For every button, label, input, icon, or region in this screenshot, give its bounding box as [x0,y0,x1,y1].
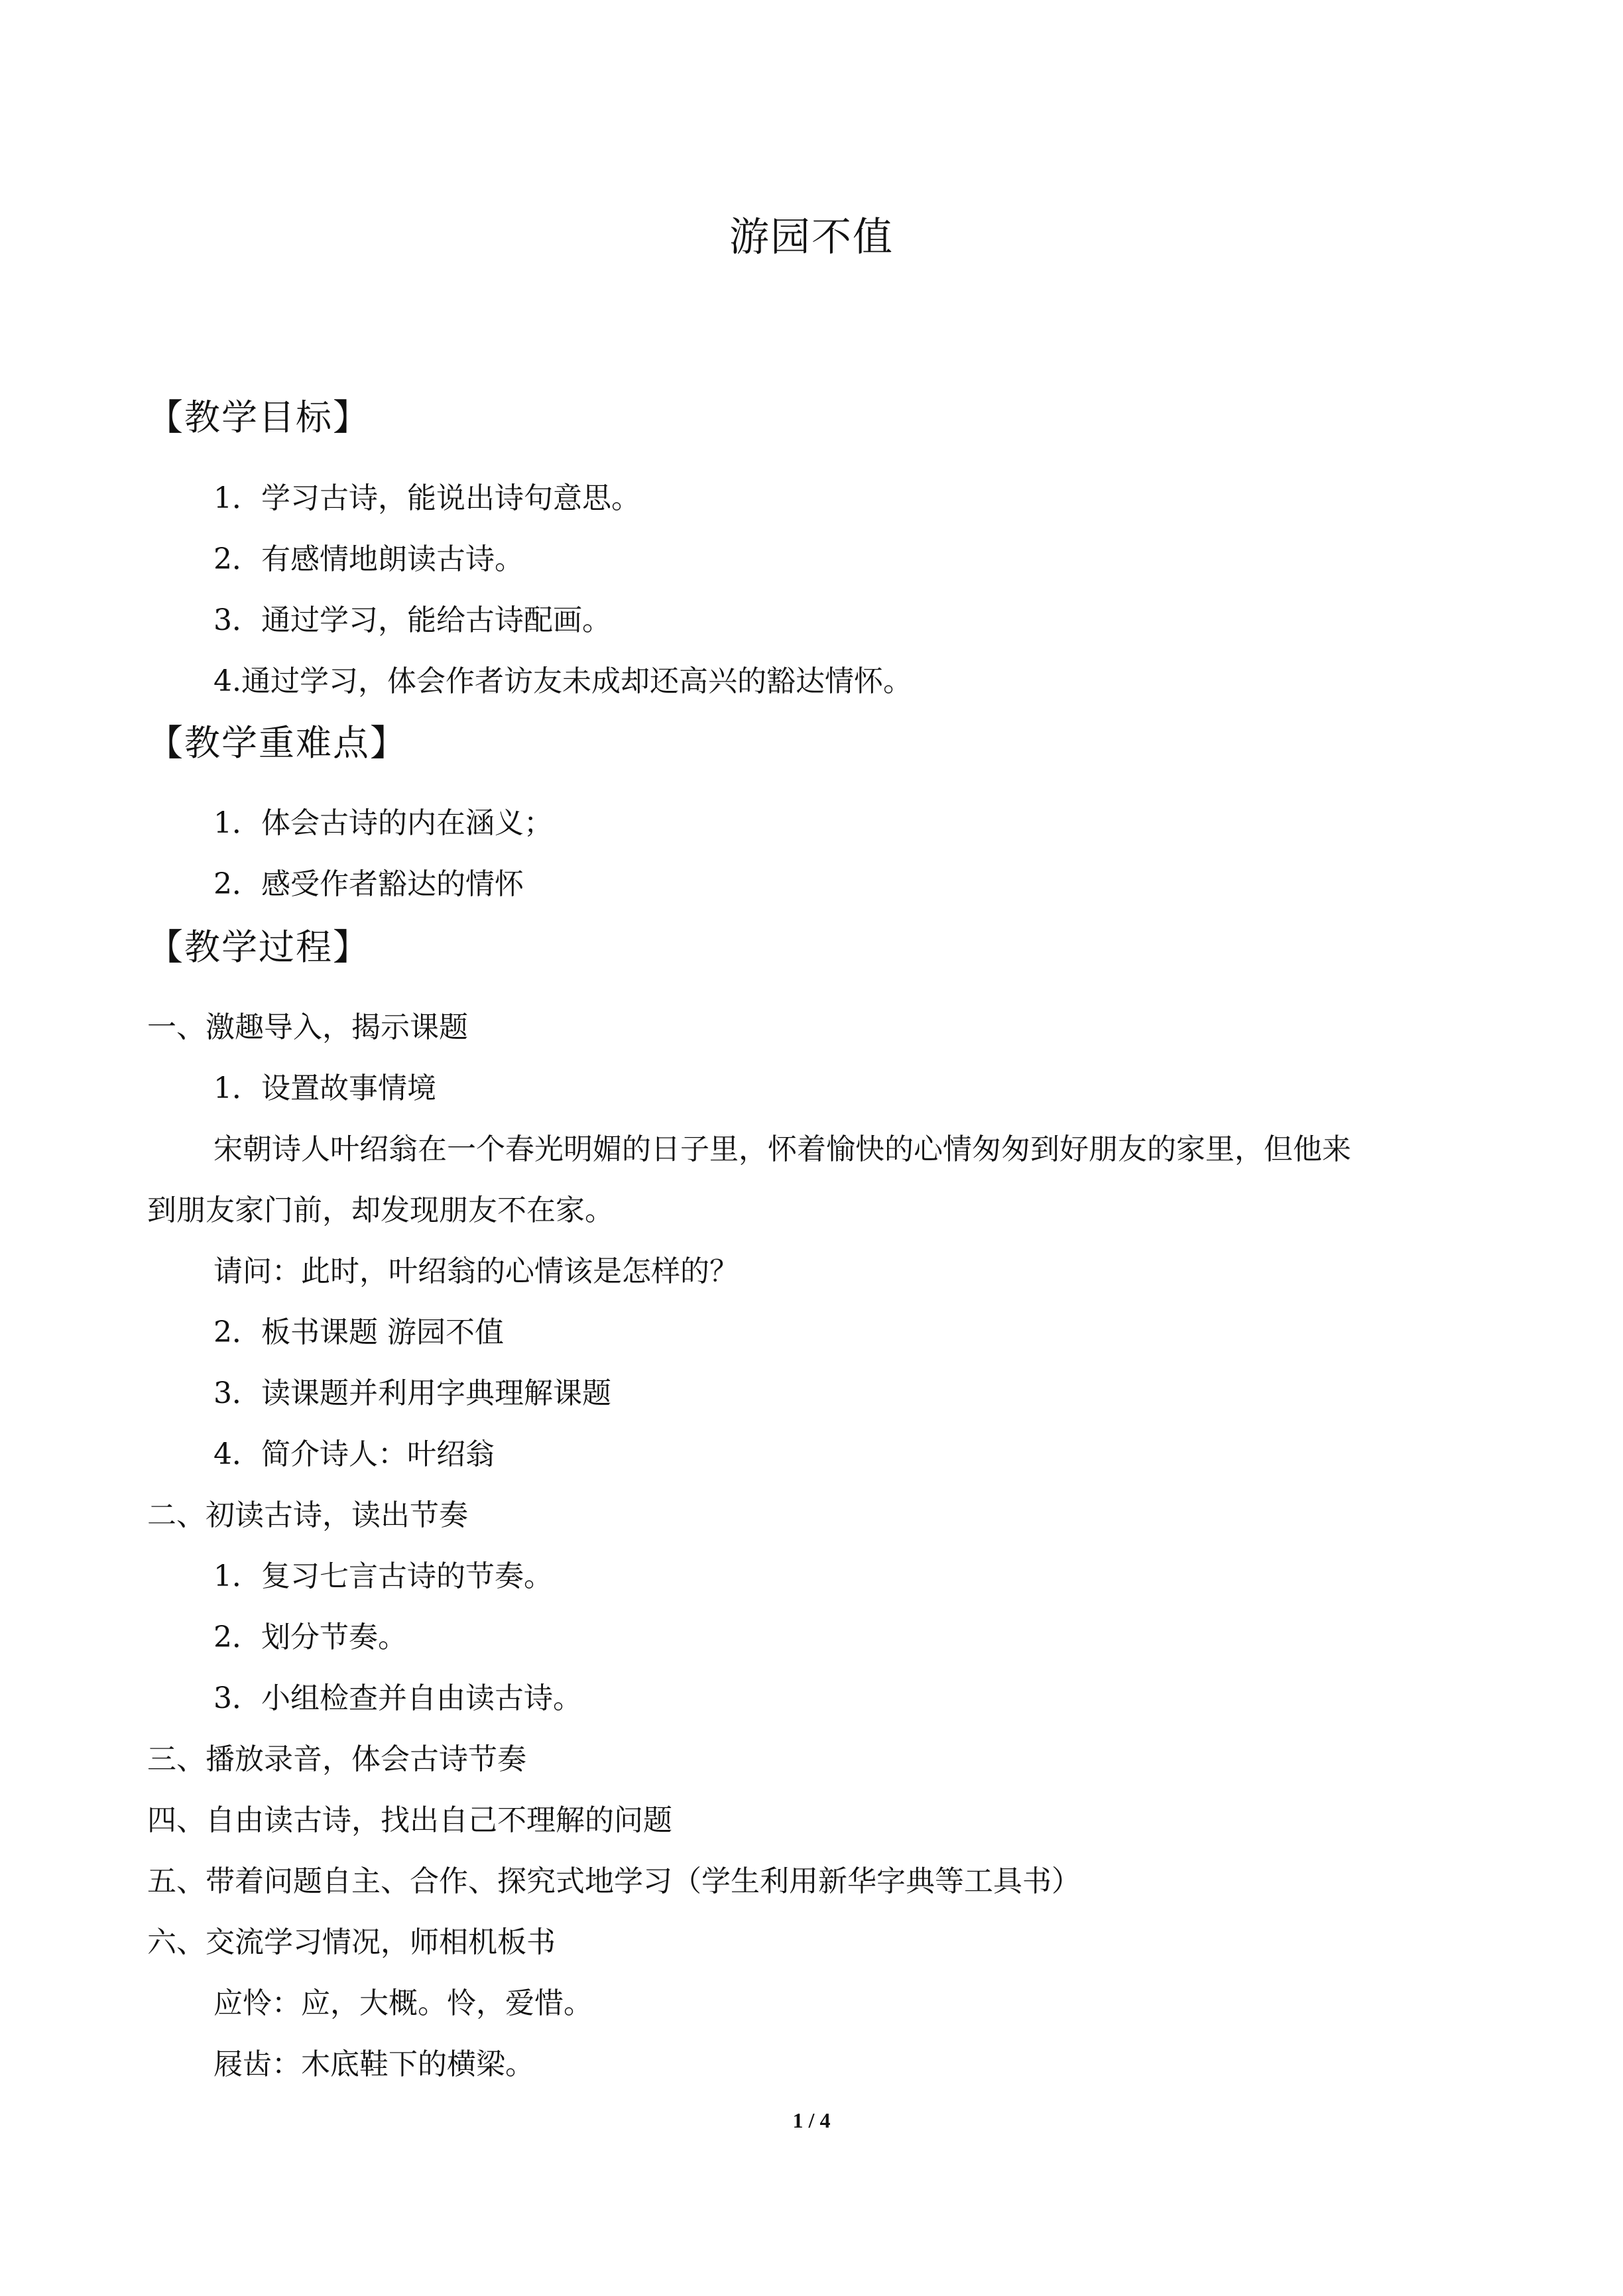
section-heading-key-points: 【教学重难点】 [147,722,407,764]
process-line: 3．小组检查并自由读古诗。 [213,1681,582,1715]
process-line: 1．设置故事情境 [213,1071,436,1105]
process-line: 屐齿：木底鞋下的横梁。 [213,2047,534,2081]
process-line: 宋朝诗人叶绍翁在一个春光明媚的日子里，怀着愉快的心情匆匆到好朋友的家里，但他来 [213,1132,1351,1166]
page-number: 1 / 4 [792,2108,831,2132]
process-line: 五、带着问题自主、合作、探究式地学习（学生利用新华字典等工具书） [147,1864,1081,1898]
process-line: 4．简介诗人：叶绍翁 [213,1437,495,1471]
process-line: 二、初读古诗，读出节奏 [147,1498,468,1532]
objective-item-3: 3．通过学习，能给古诗配画。 [213,603,611,637]
process-line: 六、交流学习情况，师相机板书 [147,1925,556,1959]
objective-item-4: 4.通过学习，体会作者访友未成却还高兴的豁达情怀。 [213,664,912,698]
process-line: 到朋友家门前，却发现朋友不在家。 [147,1193,614,1227]
process-line: 一、激趣导入，揭示课题 [147,1010,468,1044]
process-line: 1．复习七言古诗的节奏。 [213,1559,553,1593]
process-line: 应怜：应，大概。怜，爱惜。 [213,1986,593,2020]
process-line: 三、播放录音，体会古诗节奏 [147,1742,526,1776]
objective-item-1: 1．学习古诗，能说出诗句意思。 [213,481,640,515]
process-line: 2．划分节奏。 [213,1620,407,1654]
objective-item-2: 2．有感情地朗读古诗。 [213,542,524,576]
section-heading-process: 【教学过程】 [147,926,370,968]
page-title: 游园不值 [729,214,894,261]
section-heading-objectives: 【教学目标】 [147,396,370,438]
process-line: 四、自由读古诗，找出自己不理解的问题 [147,1803,672,1837]
key-point-item-1: 1．体会古诗的内在涵义； [213,806,553,840]
process-line: 2．板书课题 游园不值 [213,1315,504,1349]
key-point-item-2: 2．感受作者豁达的情怀 [213,867,524,901]
process-line: 3．读课题并利用字典理解课题 [213,1376,611,1410]
process-line: 请问：此时，叶绍翁的心情该是怎样的？ [213,1254,739,1288]
